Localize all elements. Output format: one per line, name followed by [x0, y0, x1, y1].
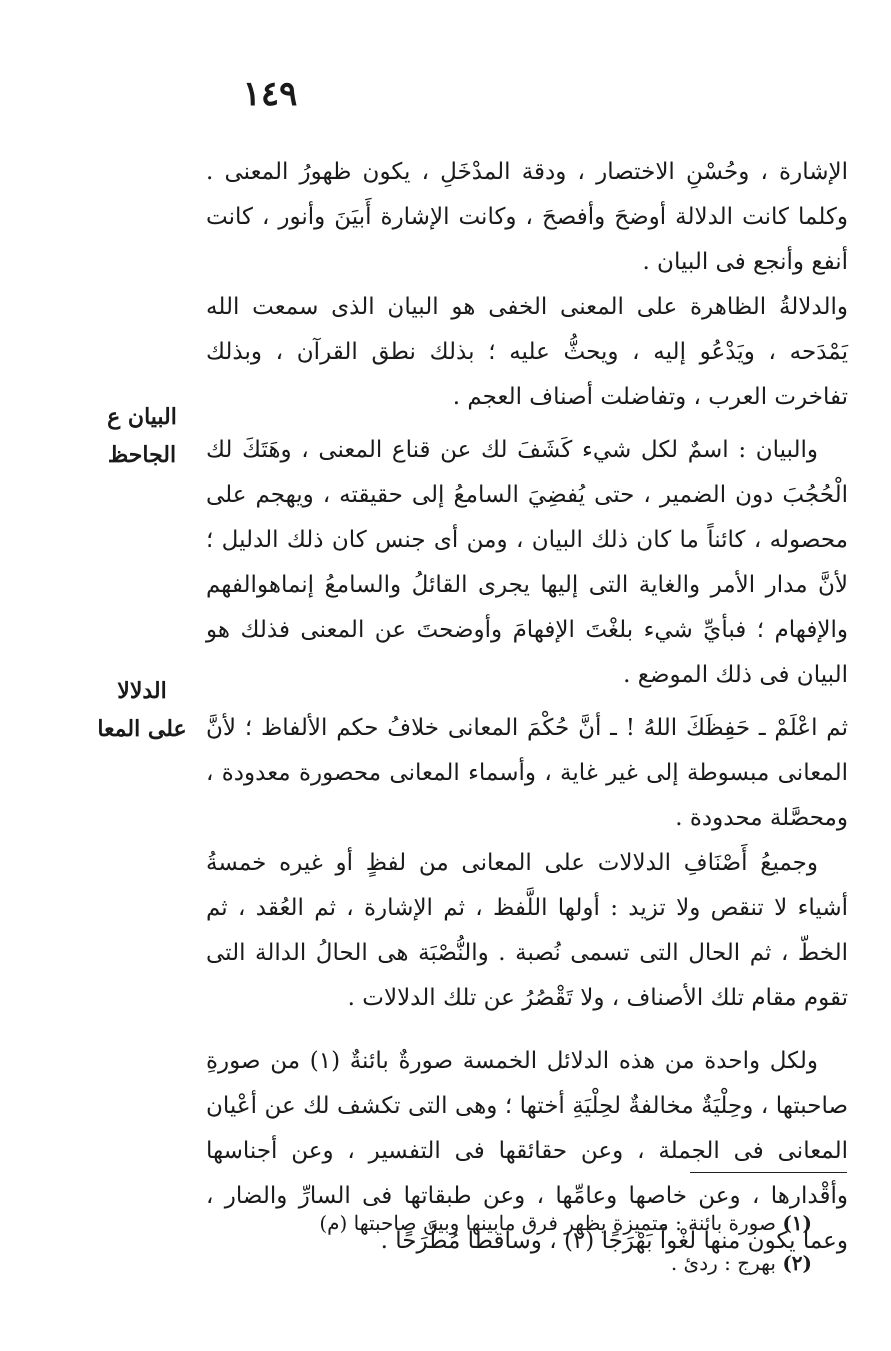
- footnote-divider: [690, 1172, 847, 1173]
- footnote-text: بهرج : ردئ .: [670, 1251, 776, 1275]
- margin-note-dalalat: [96, 672, 188, 748]
- footnote-marker: (١): [782, 1211, 812, 1235]
- page-number: ١٤٩: [242, 74, 298, 114]
- margin-note-line: الجاحظ: [107, 442, 177, 468]
- paragraph: ثم اعْلَمْ ـ حَفِظَكَ اللهُ ! ـ أنَّ حُكْمَ المعانى خلافُ حكم الألفاظ ؛ لأنَّ المعانى مبسوطة إلى غير غاية ، وأسماء المعانى محصورة معدودة ، ومحصَّلة محدودة .: [206, 715, 848, 831]
- main-text: [206, 150, 848, 1264]
- paragraph: والدلالةُ الظاهرة على المعنى الخفى هو البيان الذى سمعت الله يَمْدَحه ، ويَدْعُو إليه ، ويحثُّ عليه ؛ بذلك نطق القرآن ، وبذلك تفاخرت العرب ، وتفاضلت أصناف العجم .: [206, 294, 848, 410]
- paragraph: وجميعُ أَصْنَافِ الدلالات على المعانى من لفظٍ أو غيره خمسةُ أشياء لا تنقص ولا تزيد : أولها اللَّفظ ، ثم الإشارة ، ثم العُقد ، ثم الخطّ ، ثم الحال التى تسمى نُصبة . والنُّصْبَة هى الحالُ الدالة التى تقوم مقام تلك الأصناف ، ولا تَقْصُرُ عن تلك الدلالات .: [206, 850, 848, 1011]
- paragraph: ولكل واحدة من هذه الدلائل الخمسة صورةٌ بائنةٌ (١) من صورةِ صاحبتها ، وحِلْيَةٌ مخالفةٌ لحِلْيَةِ أختها ؛ وهى التى تكشف لك عن أعْيان المعانى فى الجملة ، وعن حقائقها فى التفسير ، وعن أجناسها وأقْدارها ، وعن خاصها وعامِّها ، وعن طبقاتها فى السارِّ والضار ، وعما يكون منها لَغْواً بَهْرَجًا (٢) ، وساقطا مُطَّرَحًا .: [206, 1048, 848, 1254]
- paragraph: والبيان : اسمٌ لكل شيء كَشَفَ لك عن قناع المعنى ، وهَتَكَ لك الْحُجُبَ دون الضمير ، حتى يُفضِيَ السامعُ إلى حقيقته ، ويهجم على محصوله ، كائناً ما كان ذلك البيان ، ومن أى جنس كان ذلك الدليل ؛ لأنَّ مدار الأمر والغاية التى إليها يجرى القائلُ والسامعُ إنماهوالفهم والإفهام ؛ فبأيِّ شيء بلغْتَ الإفهامَ وأوضحتَ عن المعنى فذلك هو البيان فى ذلك الموضع .: [206, 437, 848, 688]
- margin-note-bayan: [96, 398, 188, 474]
- footnote: [300, 1243, 812, 1283]
- footnote-marker: (٢): [782, 1251, 812, 1275]
- footnotes: [300, 1203, 812, 1283]
- footnote: [300, 1203, 812, 1243]
- paragraph: الإشارة ، وحُسْنِ الاختصار ، ودقة المدْخَلِ ، يكون ظهورُ المعنى . وكلما كانت الدلالة أوضحَ وأفصحَ ، وكانت الإشارة أَبيَنَ وأنور ، كانت أنفع وأنجع فى البيان .: [206, 159, 848, 275]
- margin-note-line: الدلالا: [117, 678, 167, 704]
- margin-note-line: البيان ع: [107, 404, 177, 430]
- margin-note-line: على المعا: [97, 716, 187, 742]
- footnote-text: صورة بائنة : متميزة يظهر فرق مابينها وبين صاحبتها (م): [319, 1211, 776, 1235]
